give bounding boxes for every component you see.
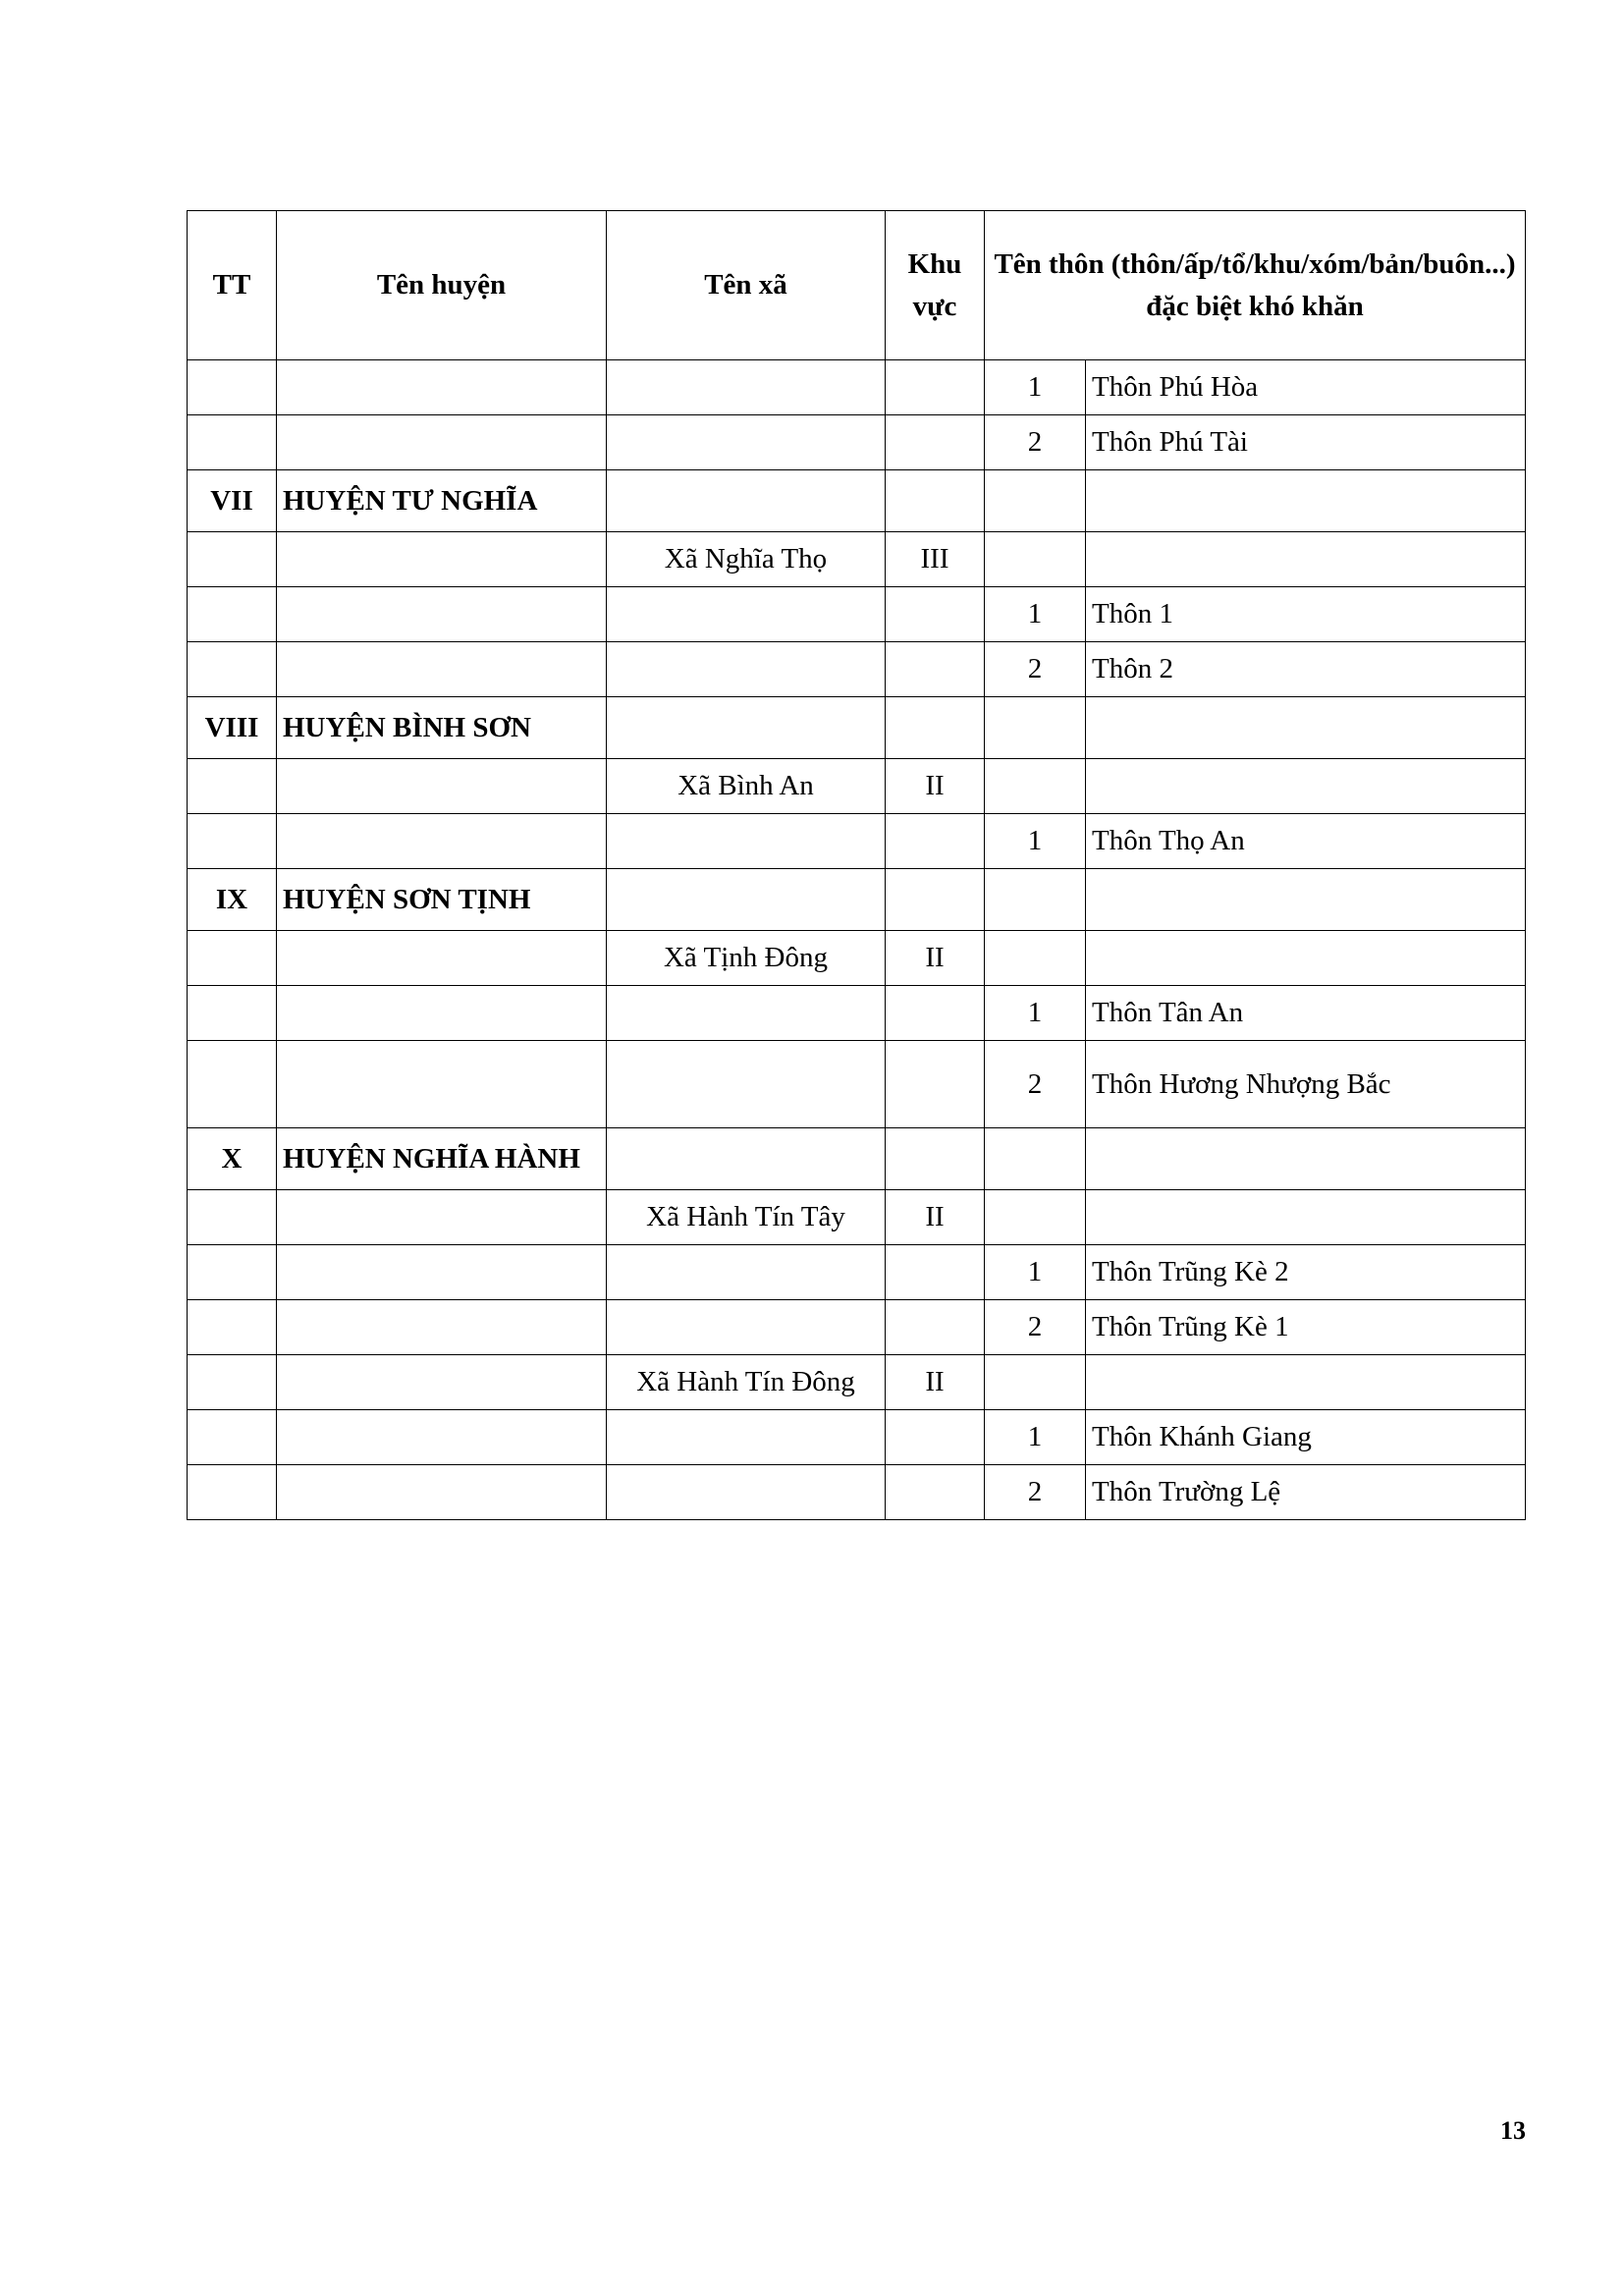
- district-name-cell: HUYỆN BÌNH SƠN: [277, 697, 607, 759]
- area-cell: [886, 1465, 985, 1520]
- area-cell: III: [886, 532, 985, 587]
- area-cell: [886, 1245, 985, 1300]
- table-row: [188, 697, 1526, 759]
- district-name-cell: HUYỆN SƠN TỊNH: [277, 869, 607, 931]
- village-no-cell: 2: [985, 1465, 1086, 1520]
- table-row: [188, 1410, 1526, 1465]
- commune-name-cell: Xã Nghĩa Thọ: [607, 532, 886, 587]
- district-name-cell: [277, 1300, 607, 1355]
- village-name-cell: Thôn Tân An: [1086, 986, 1526, 1041]
- commune-cell: [607, 869, 886, 931]
- district-name-cell: [277, 931, 607, 986]
- district-name-cell: [277, 532, 607, 587]
- area-cell: [886, 587, 985, 642]
- tt-cell: [188, 1245, 277, 1300]
- area-cell: II: [886, 1355, 985, 1410]
- tt-cell: [188, 986, 277, 1041]
- district-name-cell: [277, 415, 607, 470]
- table-row: [188, 415, 1526, 470]
- village-name-cell: Thôn Hương Nhượng Bắc: [1086, 1041, 1526, 1128]
- area-cell: [886, 1410, 985, 1465]
- tt-cell: [188, 1300, 277, 1355]
- commune-cell: [607, 360, 886, 415]
- header-district: Tên huyện: [277, 211, 607, 360]
- tt-cell: X: [188, 1128, 277, 1190]
- commune-cell: [607, 470, 886, 532]
- tt-cell: IX: [188, 869, 277, 931]
- area-cell: [886, 986, 985, 1041]
- village-no-cell: 1: [985, 360, 1086, 415]
- tt-cell: [188, 360, 277, 415]
- commune-name-cell: Xã Tịnh Đông: [607, 931, 886, 986]
- tt-cell: [188, 814, 277, 869]
- area-cell: [886, 814, 985, 869]
- village-name-cell: [1086, 697, 1526, 759]
- table-row: [188, 986, 1526, 1041]
- table-row: [188, 1041, 1526, 1128]
- area-cell: [886, 360, 985, 415]
- village-name-cell: [1086, 470, 1526, 532]
- village-no-cell: 2: [985, 1041, 1086, 1128]
- village-no-cell: 2: [985, 642, 1086, 697]
- header-tt: TT: [188, 211, 277, 360]
- village-no-cell: [985, 1355, 1086, 1410]
- area-cell: II: [886, 1190, 985, 1245]
- table-row: [188, 1128, 1526, 1190]
- district-name-cell: [277, 986, 607, 1041]
- village-no-cell: [985, 1190, 1086, 1245]
- district-name-cell: [277, 759, 607, 814]
- district-name-cell: HUYỆN NGHĨA HÀNH: [277, 1128, 607, 1190]
- commune-cell: [607, 642, 886, 697]
- tt-cell: [188, 1355, 277, 1410]
- village-name-cell: [1086, 759, 1526, 814]
- commune-cell: [607, 697, 886, 759]
- village-name-cell: Thôn Trường Lệ: [1086, 1465, 1526, 1520]
- district-name-cell: [277, 1410, 607, 1465]
- tt-cell: VIII: [188, 697, 277, 759]
- table-row: [188, 532, 1526, 587]
- district-name-cell: [277, 814, 607, 869]
- village-name-cell: Thôn Phú Hòa: [1086, 360, 1526, 415]
- tt-cell: [188, 1190, 277, 1245]
- tt-cell: [188, 931, 277, 986]
- village-no-cell: [985, 1128, 1086, 1190]
- table-row: [188, 1355, 1526, 1410]
- village-no-cell: [985, 759, 1086, 814]
- tt-cell: [188, 1465, 277, 1520]
- area-cell: [886, 415, 985, 470]
- district-name-cell: [277, 587, 607, 642]
- area-cell: [886, 697, 985, 759]
- table-header-row: [188, 211, 1526, 360]
- village-no-cell: [985, 931, 1086, 986]
- village-name-cell: Thôn 1: [1086, 587, 1526, 642]
- commune-cell: [607, 587, 886, 642]
- table-row: [188, 869, 1526, 931]
- table-row: [188, 587, 1526, 642]
- village-name-cell: [1086, 1128, 1526, 1190]
- commune-name-cell: Xã Hành Tín Tây: [607, 1190, 886, 1245]
- village-no-cell: [985, 869, 1086, 931]
- header-village: Tên thôn (thôn/ấp/tổ/khu/xóm/bản/buôn...) đặc biệt khó khăn: [985, 211, 1526, 360]
- village-list-table: [187, 210, 1526, 1520]
- commune-cell: [607, 986, 886, 1041]
- village-no-cell: [985, 697, 1086, 759]
- header-area: Khu vực: [886, 211, 985, 360]
- table-row: [188, 1465, 1526, 1520]
- district-name-cell: [277, 360, 607, 415]
- village-name-cell: [1086, 1355, 1526, 1410]
- district-name-cell: [277, 642, 607, 697]
- table-row: [188, 1245, 1526, 1300]
- village-name-cell: Thôn 2: [1086, 642, 1526, 697]
- village-no-cell: [985, 470, 1086, 532]
- commune-cell: [607, 1300, 886, 1355]
- village-name-cell: Thôn Trũng Kè 1: [1086, 1300, 1526, 1355]
- table-body: [188, 360, 1526, 1520]
- village-name-cell: Thôn Trũng Kè 2: [1086, 1245, 1526, 1300]
- village-no-cell: 2: [985, 415, 1086, 470]
- table-row: [188, 1190, 1526, 1245]
- district-name-cell: [277, 1190, 607, 1245]
- table-row: [188, 360, 1526, 415]
- commune-cell: [607, 1128, 886, 1190]
- area-cell: [886, 642, 985, 697]
- commune-cell: [607, 814, 886, 869]
- tt-cell: [188, 1041, 277, 1128]
- area-cell: II: [886, 931, 985, 986]
- area-cell: [886, 1041, 985, 1128]
- village-name-cell: [1086, 931, 1526, 986]
- commune-name-cell: Xã Bình An: [607, 759, 886, 814]
- village-no-cell: 1: [985, 1245, 1086, 1300]
- tt-cell: [188, 642, 277, 697]
- table-row: [188, 931, 1526, 986]
- table-row: [188, 1300, 1526, 1355]
- tt-cell: [188, 1410, 277, 1465]
- village-no-cell: 1: [985, 986, 1086, 1041]
- village-name-cell: Thôn Thọ An: [1086, 814, 1526, 869]
- tt-cell: [188, 759, 277, 814]
- table-row: [188, 814, 1526, 869]
- area-cell: [886, 869, 985, 931]
- table-row: [188, 759, 1526, 814]
- commune-cell: [607, 1410, 886, 1465]
- header-commune: Tên xã: [607, 211, 886, 360]
- district-name-cell: [277, 1245, 607, 1300]
- village-name-cell: Thôn Phú Tài: [1086, 415, 1526, 470]
- village-name-cell: [1086, 869, 1526, 931]
- village-name-cell: [1086, 532, 1526, 587]
- village-no-cell: 1: [985, 587, 1086, 642]
- commune-cell: [607, 1465, 886, 1520]
- village-name-cell: [1086, 1190, 1526, 1245]
- tt-cell: [188, 415, 277, 470]
- commune-cell: [607, 1245, 886, 1300]
- area-cell: II: [886, 759, 985, 814]
- area-cell: [886, 1300, 985, 1355]
- tt-cell: [188, 532, 277, 587]
- tt-cell: VII: [188, 470, 277, 532]
- district-name-cell: [277, 1041, 607, 1128]
- area-cell: [886, 1128, 985, 1190]
- district-name-cell: [277, 1465, 607, 1520]
- village-no-cell: [985, 532, 1086, 587]
- village-no-cell: 1: [985, 1410, 1086, 1465]
- district-name-cell: HUYỆN TƯ NGHĨA: [277, 470, 607, 532]
- table-row: [188, 642, 1526, 697]
- commune-cell: [607, 415, 886, 470]
- commune-cell: [607, 1041, 886, 1128]
- area-cell: [886, 470, 985, 532]
- village-no-cell: 1: [985, 814, 1086, 869]
- commune-name-cell: Xã Hành Tín Đông: [607, 1355, 886, 1410]
- village-name-cell: Thôn Khánh Giang: [1086, 1410, 1526, 1465]
- tt-cell: [188, 587, 277, 642]
- village-no-cell: 2: [985, 1300, 1086, 1355]
- page-number: 13: [1500, 2116, 1526, 2145]
- district-name-cell: [277, 1355, 607, 1410]
- table-row: [188, 470, 1526, 532]
